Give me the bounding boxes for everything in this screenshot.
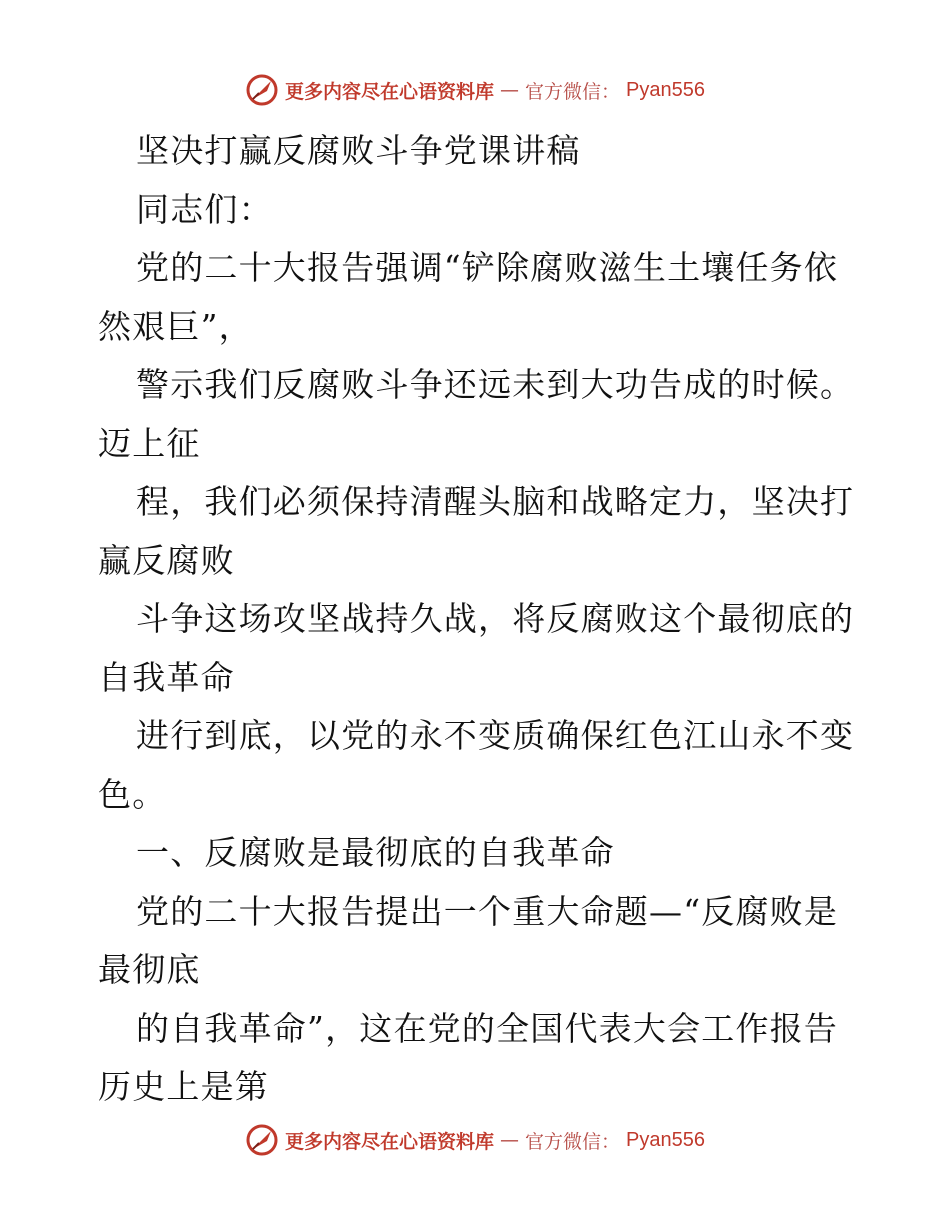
header-watermark <box>0 70 950 110</box>
watermark-slogan: 更多内容尽在心语资料库 <box>285 1130 495 1153</box>
text-line: 的自我革命”，这在党的全国代表大会工作报告 <box>136 1008 839 1048</box>
document-title: 坚决打赢反腐败斗争党课讲稿 <box>136 131 581 170</box>
paragraph-lines <box>98 181 858 1117</box>
watermark-wechat-id: Pyan556 <box>626 78 705 101</box>
text-line: 然艰巨”， <box>98 306 253 346</box>
text-line: 赢反腐败 <box>98 540 235 580</box>
text-line: 斗争这场攻坚战持久战，将反腐败这个最彻底的 <box>136 599 855 638</box>
quill-pen-logo-icon <box>245 1123 279 1157</box>
watermark-wechat-id: Pyan556 <box>626 1128 705 1151</box>
text-line: 历史上是第 <box>98 1067 269 1106</box>
text-line: 程，我们必须保持清醒头脑和战略定力，坚决打 <box>136 482 855 521</box>
text-line: 党的二十大报告强调“铲除腐败滋生土壤任务依 <box>136 248 839 287</box>
text-line: 自我革命 <box>98 657 235 697</box>
text-line: 警示我们反腐败斗争还远未到大功告成的时候。 <box>136 365 855 404</box>
text-line: 进行到底，以党的永不变质确保红色江山永不变 <box>136 716 855 755</box>
text-line: 最彻底 <box>98 950 201 989</box>
text-line: 迈上征 <box>98 423 201 463</box>
watermark-separator: — <box>500 79 520 101</box>
quill-pen-logo-icon <box>245 73 279 107</box>
footer-watermark <box>0 1120 950 1160</box>
watermark-separator: — <box>500 1129 520 1151</box>
text-line: 一、反腐败是最彻底的自我革命 <box>136 833 615 872</box>
text-line: 同志们： <box>136 189 273 229</box>
text-line: 色。 <box>98 774 167 814</box>
watermark-slogan: 更多内容尽在心语资料库 <box>285 80 495 103</box>
document-body <box>98 122 858 1117</box>
watermark-wechat-label: 官方微信： <box>525 1130 621 1153</box>
watermark-wechat-label: 官方微信： <box>525 80 621 103</box>
text-line: 党的二十大报告提出一个重大命题—“反腐败是 <box>136 891 839 931</box>
